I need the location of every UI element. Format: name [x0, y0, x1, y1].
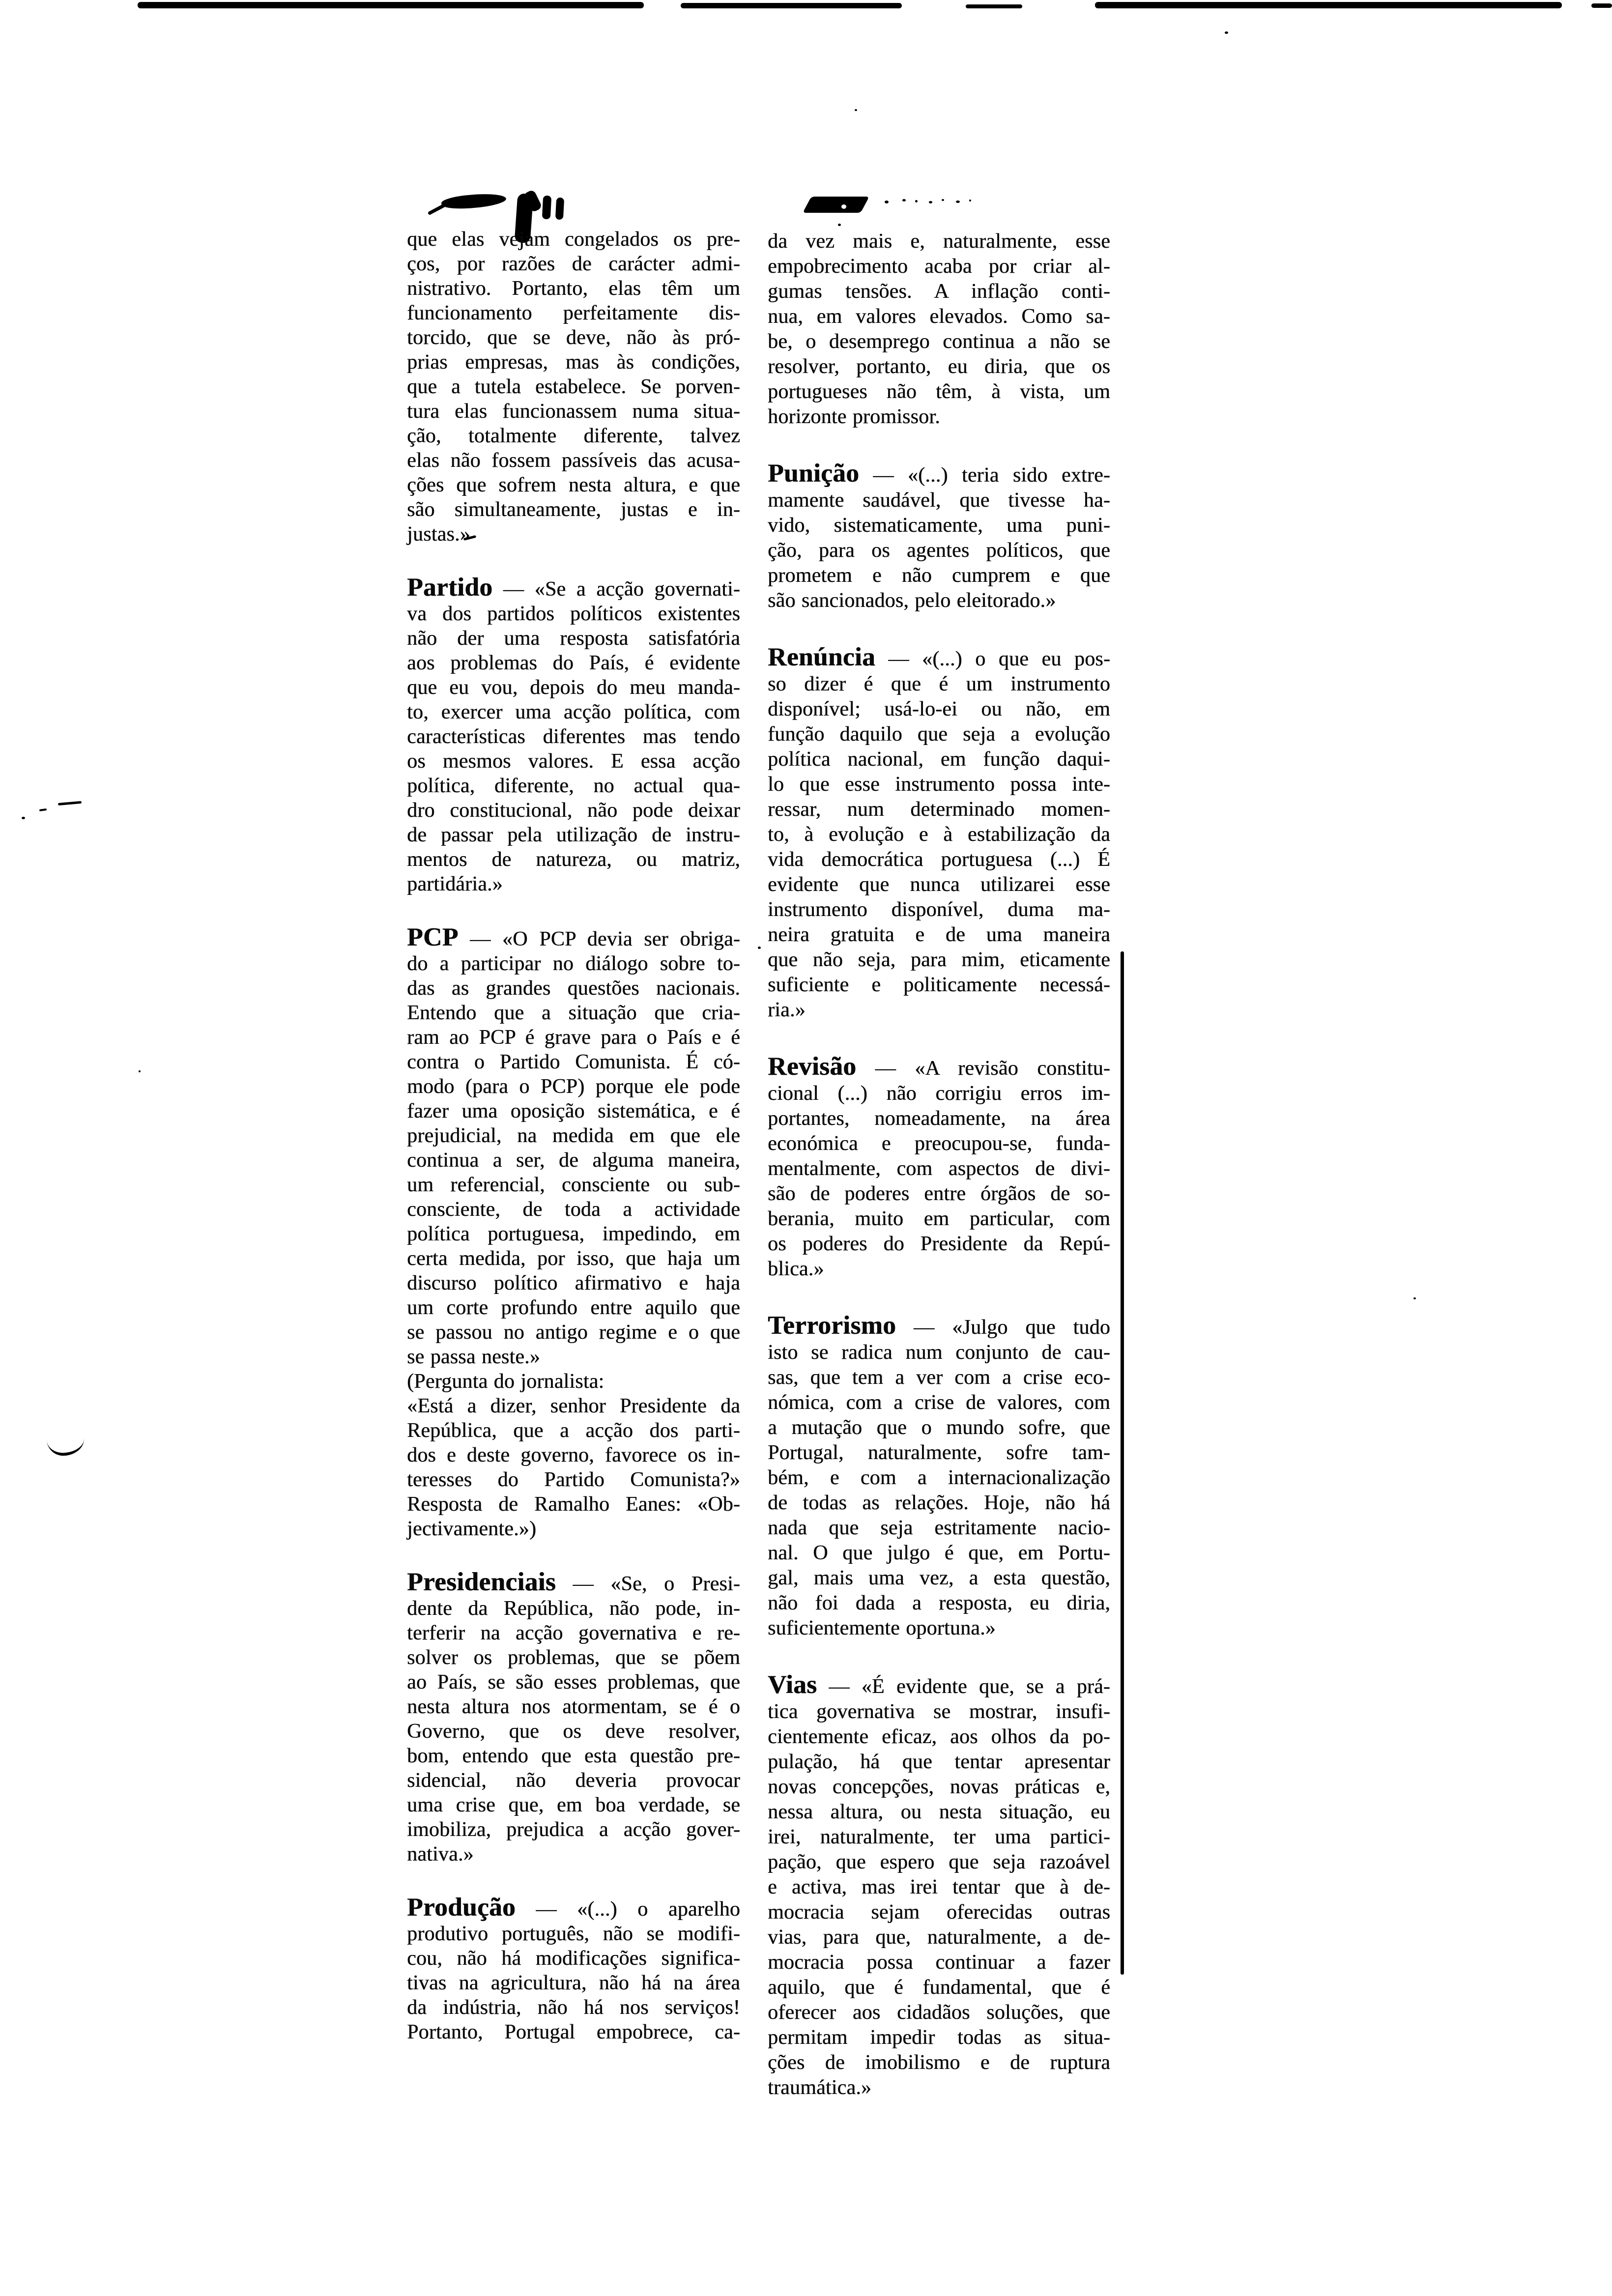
text-line: instrumento disponível, duma ma-: [768, 898, 1110, 921]
text-line: evidente que nunca utilizarei esse: [768, 873, 1110, 896]
text-line: de passar pela utilização de instru-: [407, 824, 740, 846]
entry-produção: [407, 1895, 740, 2044]
entry-heading: Vias: [768, 1670, 817, 1699]
text-line: que elas vejam congelados os pre-: [407, 228, 740, 251]
dust-speck: [855, 109, 857, 111]
paragraph-continuation: [768, 229, 1110, 430]
text-line: Revisão — «A revisão constitu-: [768, 1052, 1110, 1081]
dot-trail: [942, 199, 944, 201]
text-line: terferir na acção governativa e re-: [407, 1622, 740, 1644]
margin-swoosh-mark: [47, 1437, 85, 1457]
text-line: Entendo que a situação que cria-: [407, 1002, 740, 1024]
text-line: tica governativa se mostrar, insufi-: [768, 1700, 1110, 1723]
text-line: (Pergunta do jornalista:: [407, 1370, 604, 1393]
entry-heading: Renúncia: [768, 643, 875, 671]
text-line: nistrativo. Portanto, elas têm um: [407, 277, 740, 300]
text-line: Governo, que os deve resolver,: [407, 1720, 740, 1743]
torn-edge-streak: [138, 2, 644, 8]
text-line: modo (para o PCP) porque ele pode: [407, 1075, 740, 1098]
text-line: não foi dada a resposta, eu diria,: [768, 1592, 1110, 1614]
text-line: um corte profundo entre aquilo que: [407, 1296, 740, 1319]
text-line: funcionamento perfeitamente dis-: [407, 302, 740, 324]
text-line: contra o Partido Comunista. É có-: [407, 1051, 740, 1073]
text-line: mentalmente, com aspectos de divi-: [768, 1157, 1110, 1180]
text-line: teresses do Partido Comunista?»: [407, 1468, 740, 1491]
text-line: nativa.»: [407, 1843, 474, 1866]
text-line: do a participar no diálogo sobre to-: [407, 952, 740, 975]
text-line: de todas as relações. Hoje, não há: [768, 1492, 1110, 1514]
text-line: ram ao PCP é grave para o País e é: [407, 1026, 740, 1049]
text-line: função daquilo que seja a evolução: [768, 723, 1110, 746]
text-line: traumática.»: [768, 2076, 872, 2099]
text-line: suficiente e politicamente necessá-: [768, 974, 1110, 996]
text-line: to, exercer uma acção política, com: [407, 701, 740, 723]
text-line: prejudicial, na medida em que ele: [407, 1124, 740, 1147]
text-line: política portuguesa, impedindo, em: [407, 1223, 740, 1245]
column-rule: [1121, 951, 1124, 1975]
pen-tick-mark: [555, 198, 564, 220]
text-line: nómica, com a crise de valores, com: [768, 1391, 1110, 1414]
text-line: bém, e com a internacionalização: [768, 1466, 1110, 1489]
text-line: cou, não há modificações significa-: [407, 1947, 740, 1970]
dust-speck: [139, 1070, 141, 1072]
entry-vias: [768, 1672, 1110, 2100]
text-line: nesta altura nos atormentam, se é o: [407, 1695, 740, 1718]
text-line: imobiliza, prejudica a acção gover-: [407, 1818, 740, 1841]
text-column-right: [768, 229, 1110, 2100]
text-line: irei, naturalmente, ter uma partici-: [768, 1826, 1110, 1848]
text-line: são sancionados, pelo eleitorado.»: [768, 589, 1056, 612]
text-line: suficientemente oportuna.»: [768, 1617, 996, 1639]
text-line: mocracia possa continuar a fazer: [768, 1951, 1110, 1974]
text-line: lo que esse instrumento possa inte-: [768, 773, 1110, 796]
text-line: ços, por razões de carácter admi-: [407, 253, 740, 275]
text-line: Resposta de Ramalho Eanes: «Ob-: [407, 1493, 740, 1516]
text-line: tivas na agricultura, não há na área: [407, 1972, 740, 1994]
text-line: solver os problemas, que se põem: [407, 1646, 740, 1669]
text-line: que não seja, para mim, eticamente: [768, 948, 1110, 971]
text-line: nada que seja estritamente nacio-: [768, 1517, 1110, 1539]
text-line: tura elas funcionassem numa situa-: [407, 400, 740, 423]
text-line: são de poderes entre órgãos de so-: [768, 1182, 1110, 1205]
text-line: Portugal, naturalmente, sofre tam-: [768, 1441, 1110, 1464]
text-line: partidária.»: [407, 873, 503, 895]
margin-dash-mark: [58, 801, 82, 805]
entry-heading: Partido: [407, 573, 493, 602]
text-line: portugueses não têm, à vista, um: [768, 380, 1110, 403]
entry-heading: Terrorismo: [768, 1311, 896, 1340]
text-line: económica e preocupou-se, funda-: [768, 1132, 1110, 1155]
text-column-left: [407, 227, 740, 2044]
entry-heading: PCP: [407, 923, 459, 951]
text-line: fazer uma oposição sistemática, e é: [407, 1100, 740, 1122]
text-line: nessa altura, ou nesta situação, eu: [768, 1801, 1110, 1823]
text-line: consciente, de toda a actividade: [407, 1198, 740, 1221]
text-line: so dizer é que é um instrumento: [768, 673, 1110, 695]
text-line: nal. O que julgo é que, em Portu-: [768, 1542, 1110, 1564]
text-line: «Está a dizer, senhor Presidente da: [407, 1395, 740, 1417]
text-line: oferecer aos cidadãos soluções, que: [768, 2001, 1110, 2024]
text-line: e activa, mas irei tentar que à de-: [768, 1876, 1110, 1898]
text-line: ria.»: [768, 999, 806, 1021]
text-line: se passou no antigo regime e o que: [407, 1321, 740, 1344]
torn-edge-streak: [1095, 2, 1562, 8]
dust-speck: [1413, 1297, 1416, 1299]
text-line: são simultaneamente, justas e in-: [407, 498, 740, 521]
entry-heading: Presidenciais: [407, 1568, 556, 1596]
text-line: ao País, se são esses problemas, que: [407, 1671, 740, 1693]
entry-partido: [407, 575, 740, 896]
text-line: mamente saudável, que tivesse ha-: [768, 489, 1110, 512]
text-line: prometem e não cumprem e que: [768, 564, 1110, 587]
text-line: vida democrática portuguesa (...) É: [768, 848, 1110, 871]
dot-trail: [956, 201, 960, 203]
text-line: nua, em valores elevados. Como sa-: [768, 305, 1110, 328]
entry-heading: Revisão: [768, 1052, 857, 1081]
text-line: das as grandes questões nacionais.: [407, 977, 740, 1000]
text-line: os poderes do Presidente da Repú-: [768, 1233, 1110, 1255]
text-line: isto se radica num conjunto de cau-: [768, 1341, 1110, 1364]
text-line: da vez mais e, naturalmente, esse: [768, 230, 1110, 253]
paragraph-continuation: [407, 227, 740, 546]
text-line: da indústria, não há nos serviços!: [407, 1996, 740, 2019]
text-line: República, que a acção dos parti-: [407, 1419, 740, 1442]
text-line: aquilo, que é fundamental, que é: [768, 1976, 1110, 1999]
text-line: disponível; usá-lo-ei ou não, em: [768, 698, 1110, 720]
text-line: se passa neste.»: [407, 1346, 540, 1368]
dust-speck: [758, 947, 761, 949]
text-line: certa medida, por isso, que haja um: [407, 1247, 740, 1270]
text-line: Presidenciais — «Se, o Presi-: [407, 1568, 740, 1596]
text-line: neira gratuita e de uma maneira: [768, 923, 1110, 946]
text-line: novas concepções, novas práticas e,: [768, 1776, 1110, 1798]
text-line: portantes, nomeadamente, na área: [768, 1107, 1110, 1130]
text-line: cional (...) não corrigiu erros im-: [768, 1082, 1110, 1105]
text-line: vias, para que, naturalmente, a de-: [768, 1926, 1110, 1949]
text-line: discurso político afirmativo e haja: [407, 1272, 740, 1294]
text-line: ção, totalmente diferente, talvez: [407, 425, 740, 447]
dot-trail: [915, 200, 918, 202]
text-line: política, diferente, no actual qua-: [407, 775, 740, 797]
text-line: que eu vou, depois do meu manda-: [407, 676, 740, 699]
text-line: os mesmos valores. E essa acção: [407, 750, 740, 773]
pen-tick-mark: [542, 196, 551, 220]
ink-smudge-right: [803, 197, 869, 213]
text-line: gal, mais uma vez, a esta questão,: [768, 1567, 1110, 1589]
text-line: prias empresas, mas às condições,: [407, 351, 740, 373]
text-line: justas.»: [407, 523, 470, 545]
text-line: be, o desemprego continua a não se: [768, 330, 1110, 353]
torn-edge-streak: [1591, 3, 1612, 8]
ink-smudge-hole: [841, 204, 846, 209]
entry-heading: Produção: [407, 1893, 516, 1922]
text-line: dente da República, não pode, in-: [407, 1597, 740, 1620]
dust-speck: [22, 817, 25, 819]
text-line: a mutação que o mundo sofre, que: [768, 1416, 1110, 1439]
entry-terrorismo: [768, 1313, 1110, 1641]
text-line: to, à evolução e à estabilização da: [768, 823, 1110, 846]
text-line: Vias — «É evidente que, se a prá-: [768, 1670, 1110, 1699]
text-line: blica.»: [768, 1258, 824, 1280]
text-line: uma crise que, em boa verdade, se: [407, 1794, 740, 1816]
text-line: política nacional, em função daqui-: [768, 748, 1110, 771]
text-line: resolver, portanto, eu diria, que os: [768, 355, 1110, 378]
text-line: dos e deste governo, favorece os in-: [407, 1444, 740, 1466]
text-line: pação, que espero que seja razoável: [768, 1851, 1110, 1873]
text-line: produtivo português, não se modifi-: [407, 1923, 740, 1945]
torn-edge-streak: [681, 3, 902, 8]
text-line: ção, para os agentes políticos, que: [768, 539, 1110, 562]
text-line: um referencial, consciente ou sub-: [407, 1174, 740, 1196]
text-line: va dos partidos políticos existentes: [407, 603, 740, 625]
text-line: mentos de natureza, ou matriz,: [407, 848, 740, 871]
text-line: cientemente eficaz, aos olhos da po-: [768, 1725, 1110, 1748]
text-line: aos problemas do País, é evidente: [407, 652, 740, 674]
text-line: ções de imobilismo e de ruptura: [768, 2051, 1110, 2074]
text-line: Portanto, Portugal empobrece, ca-: [407, 2021, 740, 2043]
dust-speck: [1225, 31, 1228, 34]
dot-trail: [929, 201, 932, 203]
entry-renúncia: [768, 645, 1110, 1023]
text-line: elas não fossem passíveis das acusa-: [407, 449, 740, 472]
text-line: sas, que tem a ver com a crise eco-: [768, 1366, 1110, 1389]
text-line: PCP — «O PCP devia ser obriga-: [407, 923, 740, 951]
text-line: Terrorismo — «Julgo que tudo: [768, 1311, 1110, 1340]
text-line: berania, muito em particular, com: [768, 1207, 1110, 1230]
entry-pcp: [407, 925, 740, 1541]
text-line: vido, sistematicamente, uma puni-: [768, 514, 1110, 537]
text-line: jectivamente.»): [407, 1518, 537, 1540]
entry-presidenciais: [407, 1570, 740, 1866]
text-line: características diferentes mas tendo: [407, 725, 740, 748]
text-line: Partido — «Se a acção governati-: [407, 573, 740, 602]
torn-edge-streak: [966, 4, 1022, 8]
text-line: bom, entendo que esta questão pre-: [407, 1745, 740, 1767]
entry-heading: Punição: [768, 459, 860, 488]
text-line: dro constitucional, não pode deixar: [407, 799, 740, 822]
dot-trail: [885, 201, 889, 203]
text-line: Renúncia — «(...) o que eu pos-: [768, 643, 1110, 671]
text-line: permitam impedir todas as situa-: [768, 2026, 1110, 2049]
text-line: ções que sofrem nesta altura, e que: [407, 474, 740, 496]
text-line: torcido, que se deve, não às pró-: [407, 326, 740, 349]
dot-trail: [969, 200, 971, 201]
text-line: empobrecimento acaba por criar al-: [768, 255, 1110, 278]
text-line: Produção — «(...) o aparelho: [407, 1893, 740, 1922]
text-line: gumas tensões. A inflação conti-: [768, 280, 1110, 303]
text-line: mocracia sejam oferecidas outras: [768, 1901, 1110, 1923]
margin-dash-mark: [39, 808, 47, 811]
dot-trail: [902, 199, 906, 201]
text-line: não der uma resposta satisfatória: [407, 627, 740, 650]
entry-punição: [768, 461, 1110, 613]
text-line: Punição — «(...) teria sido extre-: [768, 459, 1110, 488]
dust-speck: [838, 224, 841, 226]
text-line: pulação, há que tentar apresentar: [768, 1751, 1110, 1773]
text-line: que a tutela estabelece. Se porven-: [407, 375, 740, 398]
text-line: sidencial, não deveria provocar: [407, 1769, 740, 1792]
text-line: ressar, num determinado momen-: [768, 798, 1110, 821]
text-line: continua a ser, de alguma maneira,: [407, 1149, 740, 1172]
entry-revisão: [768, 1054, 1110, 1282]
text-line: horizonte promissor.: [768, 405, 940, 428]
